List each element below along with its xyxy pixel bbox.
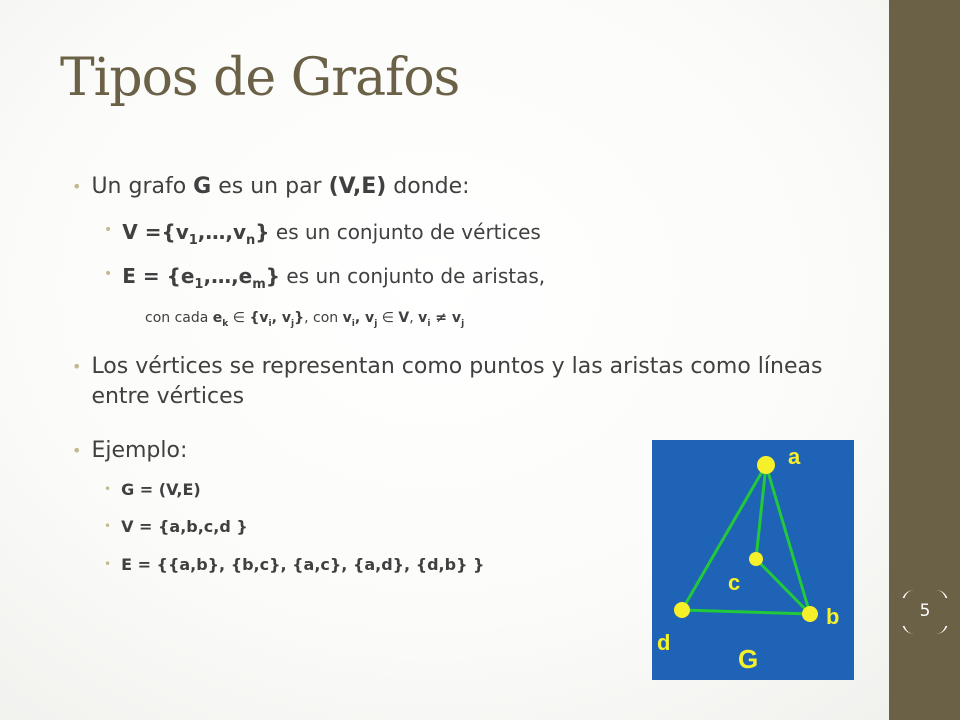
bullet-dot-icon: • [104, 519, 112, 533]
bullet-text: G = (V,E) [121, 480, 201, 499]
bullet-dot-icon: • [104, 482, 112, 496]
bullet-dot-icon: • [104, 222, 113, 238]
bullet-example-vertices [104, 517, 248, 536]
bullet-text: V = {a,b,c,d } [121, 517, 248, 536]
graph-label: G [738, 644, 759, 674]
bullet-dot-icon: • [104, 557, 112, 571]
page-number: 5 [919, 601, 931, 621]
bullet-edges [104, 264, 545, 292]
vertex-label-c: c [728, 570, 741, 595]
vertex-label-d: d [657, 630, 671, 655]
bullet-text: Un grafo G es un par (V,E) donde: [91, 174, 470, 199]
bullet-text: Ejemplo: [91, 438, 188, 463]
bullet-definition [72, 172, 872, 202]
bullet-dot-icon: • [104, 266, 113, 282]
vertex-c [749, 552, 763, 566]
vertex-d [674, 602, 690, 618]
slide-title: Tipos de Grafos [60, 48, 460, 108]
vertex-b [802, 606, 818, 622]
bullet-example-graph [104, 480, 201, 499]
vertex-label-b: b [826, 604, 840, 629]
bullet-example-edges [104, 555, 484, 574]
bullet-text: $V =\{v_1,\dots,v_n\}$ es un conjunto de vértices [122, 220, 541, 248]
bullet-dot-icon: • [72, 177, 82, 196]
bullet-text: E = {{a,b}, {b,c}, {a,c}, {a,d}, {d,b} } [121, 555, 485, 574]
vertex-label-a: a [788, 444, 801, 469]
bullet-dot-icon: • [72, 357, 82, 376]
bullet-text: Los vértices se representan como puntos y las aristas como líneas entre vértices [91, 354, 823, 409]
bullet-dot-icon: • [72, 441, 82, 460]
vertex-a [757, 456, 775, 474]
bullet-text: $E = \{e_1,\dots,e_m\}$ es un conjunto de aristas, [122, 264, 546, 292]
bullet-representation [72, 352, 872, 412]
bullet-vertices [104, 220, 541, 248]
graph-diagram [652, 440, 854, 680]
edge-definition-note: con cada $e_k$ ∈ {$v_i$, $v_j$}, con $v_i$, $v_j$ ∈ V, $v_i \ne v_j$ [145, 310, 465, 329]
